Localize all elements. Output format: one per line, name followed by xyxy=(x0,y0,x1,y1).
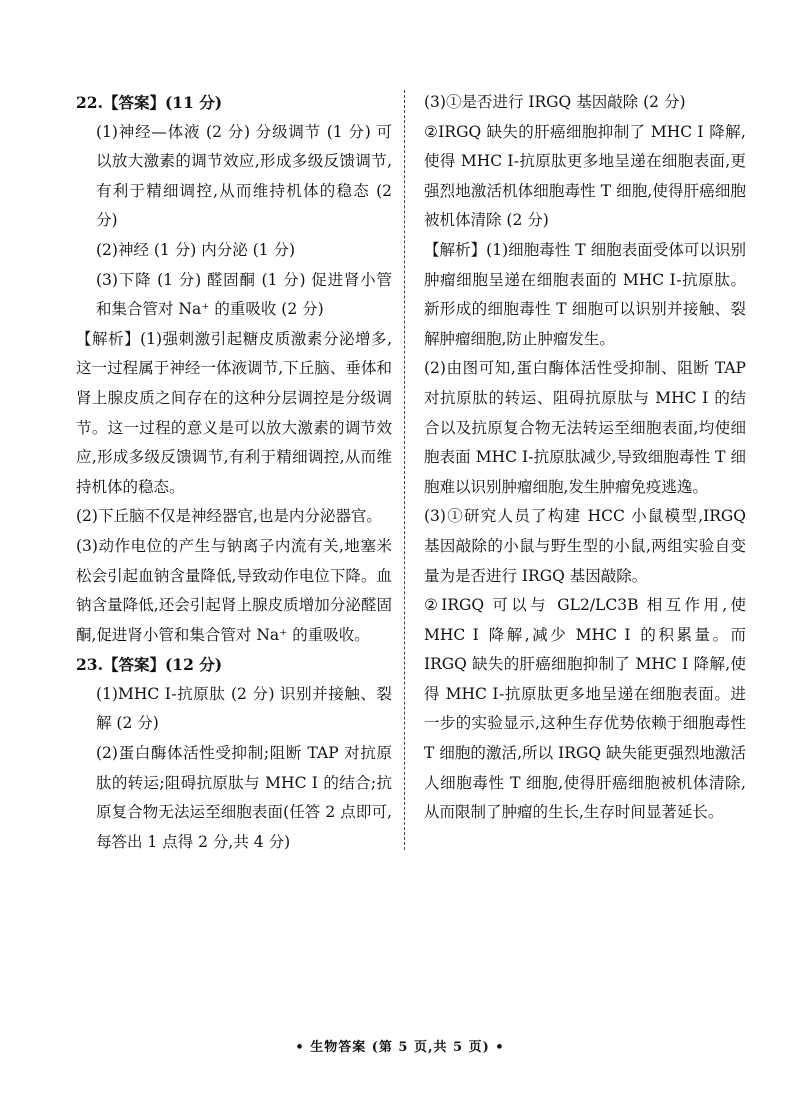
paragraph: (1)MHC Ⅰ-抗原肽 (2 分) 识别并接触、裂解 (2 分) xyxy=(96,684,392,733)
paragraph: 22.【答案】(11 分) xyxy=(76,93,223,112)
paragraph: ②IRGQ 缺失的肝癌细胞抑制了 MHC Ⅰ 降解,使得 MHC Ⅰ-抗原肽更多地呈递在细胞表面,更强烈地激活机体细胞毒性 T 细胞,使得肝癌细胞被机体清除 (2 分) xyxy=(424,122,746,230)
paragraph: (3)下降 (1 分) 醛固酮 (1 分) 促进肾小管和集合管对 Na⁺ 的重吸收 (2 分) xyxy=(96,270,392,319)
paragraph: (3)①研究人员了构建 HCC 小鼠模型,IRGQ 基因敲除的小鼠与野生型的小鼠,两组实验自变量为是否进行 IRGQ 基因敲除。 xyxy=(424,507,746,585)
right-column xyxy=(424,88,746,828)
page-footer: • 生物答案 (第 5 页,共 5 页) • xyxy=(295,1040,505,1055)
paragraph: (1)神经—体液 (2 分) 分级调节 (1 分) 可以放大激素的调节效应,形成多级反馈调节,有利于精细调控,从而维持机体的稳态 (2 分) xyxy=(96,122,392,230)
paragraph: (2)由图可知,蛋白酶体活性受抑制、阻断 TAP 对抗原肽的转运、阻碍抗原肽与 MHC Ⅰ 的结合以及抗原复合物无法转运至细胞表面,均使细胞表面 MHC Ⅰ-抗原肽减少,导致细胞毒性 T 细胞难以识别肿瘤细胞,发生肿瘤免疫逃逸。 xyxy=(424,359,746,496)
paragraph: (2)蛋白酶体活性受抑制;阻断 TAP 对抗原肽的转运;阻碍抗原肽与 MHC Ⅰ 的结合;抗原复合物无法运至细胞表面(任答 2 点即可,每答出 1 点得 2 分,共 4 分) xyxy=(96,744,392,851)
paragraph: (3)动作电位的产生与钠离子内流有关,地塞米松会引起血钠含量降低,导致动作电位下降。血钠含量降低,还会引起肾上腺皮质增加分泌醛固酮,促进肾小管和集合管对 Na⁺ 的重吸收。 xyxy=(76,536,392,644)
paragraph: (3)①是否进行 IRGQ 基因敲除 (2 分) xyxy=(424,93,686,111)
paragraph: 【解析】(1)强刺激引起糖皮质激素分泌增多,这一过程属于神经一体液调节,下丘脑、垂体和肾上腺皮质之间存在的这种分层调控是分级调节。这一过程的意义是可以放大激素的调节效应,形成多级反馈调节,有利于精细调控,从而维持机体的稳态。 xyxy=(76,329,392,496)
left-column xyxy=(76,88,392,857)
paragraph: (2)下丘脑不仅是神经器官,也是内分泌器官。 xyxy=(76,507,382,526)
paragraph: ②IRGQ 可以与 GL2/LC3B 相互作用,使 MHC Ⅰ 降解,减少 MHC Ⅰ 的积累量。而 IRGQ 缺失的肝癌细胞抑制了 MHC Ⅰ 降解,使得 MHC Ⅰ-抗原肽更多地呈递在细胞表面。进一步的实验显示,这种生存优势依赖于细胞毒性 T 细胞的激活,所以 IRGQ 缺失能更强烈地激活人细胞毒性 T 细胞,使得肝癌细胞被机体清除,从而限制了肿瘤的生长,生存时间显著延长。 xyxy=(424,596,746,822)
paragraph: 23.【答案】(12 分) xyxy=(76,655,223,675)
paragraph: 【解析】(1)细胞毒性 T 细胞表面受体可以识别肿瘤细胞呈递在细胞表面的 MHC Ⅰ-抗原肽。新形成的细胞毒性 T 细胞可以识别并接触、裂解肿瘤细胞,防止肿瘤发生。 xyxy=(424,240,746,348)
column-divider xyxy=(404,90,405,850)
paragraph: (2)神经 (1 分) 内分泌 (1 分) xyxy=(96,240,296,259)
